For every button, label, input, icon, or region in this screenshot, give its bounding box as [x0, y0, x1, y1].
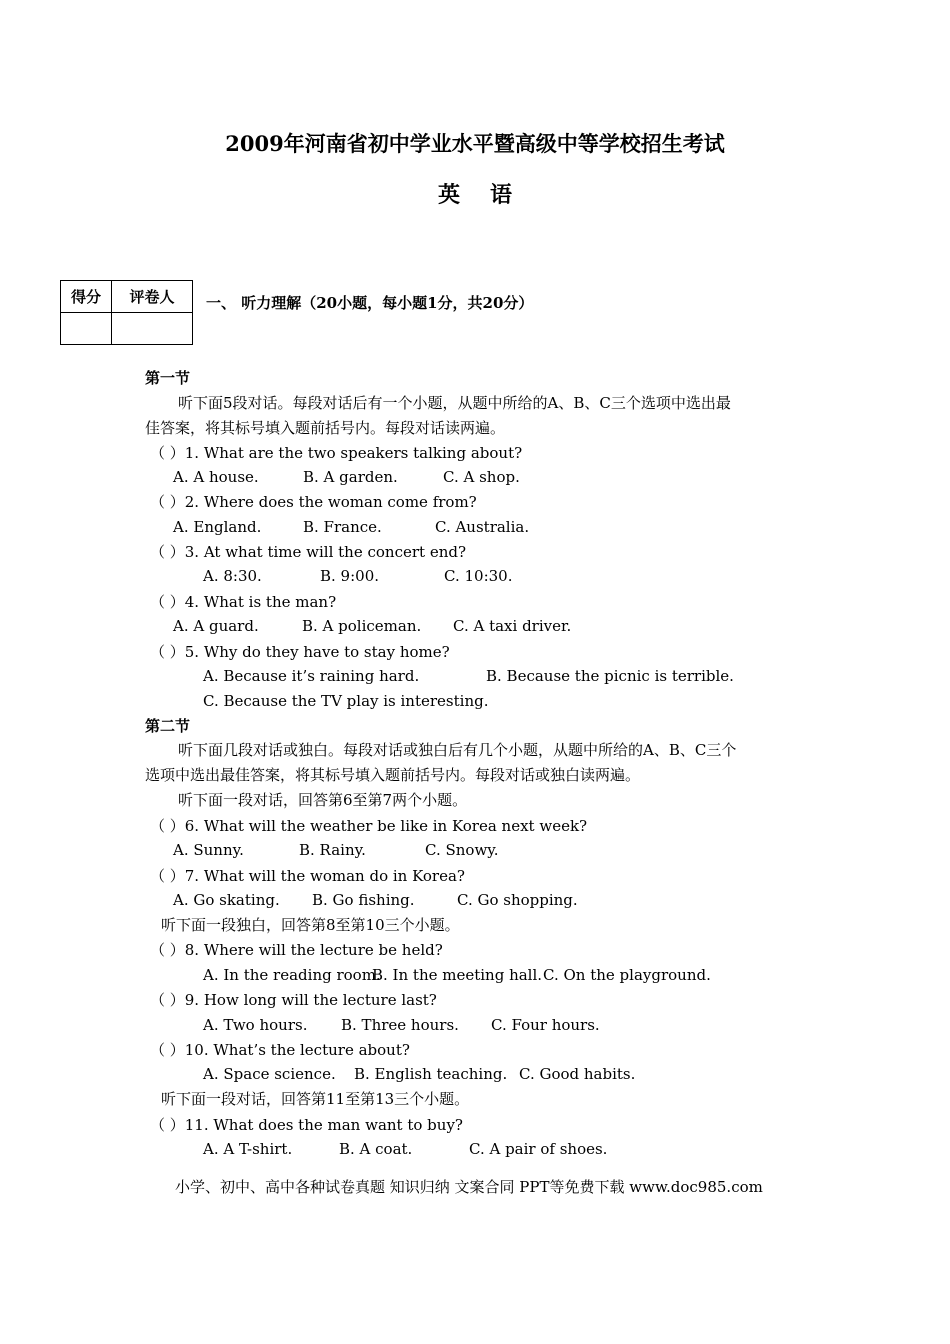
q3-option-c: C. 10:30. — [444, 567, 513, 585]
q10-option-a: A. Space science. — [203, 1065, 336, 1083]
grader-cell[interactable] — [112, 313, 193, 345]
q1-option-a: A. A house. — [173, 468, 259, 486]
question-11: （ ）11. What does the man want to buy? — [150, 1116, 463, 1134]
q4-option-c: C. A taxi driver. — [453, 617, 572, 635]
q5-option-a: A. Because it’s raining hard. — [203, 667, 420, 685]
q11-option-b: B. A coat. — [339, 1140, 413, 1158]
q9-option-c: C. Four hours. — [491, 1016, 600, 1034]
question-4: （ ）4. What is the man? — [150, 593, 337, 611]
note-q11-13: 听下面一段对话，回答第11至第13三个小题。 — [161, 1090, 470, 1108]
section-heading-listening: 一、 听力理解（20小题，每小题1分，共20分） — [206, 294, 534, 312]
part2-instructions-line1: 听下面几段对话或独白。每段对话或独白后有几个小题，从题中所给的A、B、C三个 — [178, 741, 737, 759]
q6-option-c: C. Snowy. — [425, 841, 499, 859]
q7-option-c: C. Go shopping. — [457, 891, 578, 909]
score-header: 得分 — [61, 281, 112, 313]
q11-option-a: A. A T-shirt. — [203, 1140, 293, 1158]
question-9: （ ）9. How long will the lecture last? — [150, 991, 437, 1009]
q7-option-a: A. Go skating. — [173, 891, 280, 909]
q7-option-b: B. Go fishing. — [312, 891, 415, 909]
q10-option-b: B. English teaching. — [354, 1065, 508, 1083]
question-6: （ ）6. What will the weather be like in Korea next week? — [150, 817, 588, 835]
q5-option-b: B. Because the picnic is terrible. — [486, 667, 734, 685]
q11-option-c: C. A pair of shoes. — [469, 1140, 608, 1158]
q6-option-b: B. Rainy. — [299, 841, 366, 859]
q2-option-b: B. France. — [303, 518, 382, 536]
question-10: （ ）10. What’s the lecture about? — [150, 1041, 410, 1059]
score-cell[interactable] — [61, 313, 112, 345]
note-q8-10: 听下面一段独白，回答第8至第10三个小题。 — [161, 916, 460, 934]
note-q6-7: 听下面一段对话，回答第6至第7两个小题。 — [178, 791, 468, 809]
exam-title: 2009年河南省初中学业水平暨高级中等学校招生考试 — [225, 131, 725, 156]
q6-option-a: A. Sunny. — [173, 841, 244, 859]
q10-option-c: C. Good habits. — [519, 1065, 636, 1083]
q9-option-a: A. Two hours. — [203, 1016, 308, 1034]
part1-instructions-line1: 听下面5段对话。每段对话后有一个小题，从题中所给的A、B、C三个选项中选出最 — [178, 394, 731, 412]
part1-label: 第一节 — [145, 369, 191, 387]
part1-instructions-line2: 佳答案，将其标号填入题前括号内。每段对话读两遍。 — [145, 419, 506, 437]
question-5: （ ）5. Why do they have to stay home? — [150, 643, 450, 661]
q4-option-b: B. A policeman. — [302, 617, 422, 635]
part2-label: 第二节 — [145, 717, 191, 735]
q8-option-b: B. In the meeting hall. — [372, 966, 543, 984]
question-3: （ ）3. At what time will the concert end? — [150, 543, 466, 561]
subject-title: 英语 — [437, 182, 542, 208]
page-footer: 小学、初中、高中各种试卷真题 知识归纳 文案合同 PPT等免费下载 www.doc985.com — [175, 1178, 763, 1196]
question-2: （ ）2. Where does the woman come from? — [150, 493, 477, 511]
q9-option-b: B. Three hours. — [341, 1016, 459, 1034]
q8-option-a: A. In the reading room. — [203, 966, 381, 984]
q2-option-a: A. England. — [173, 518, 262, 536]
q5-option-c: C. Because the TV play is interesting. — [203, 692, 489, 710]
q3-option-b: B. 9:00. — [320, 567, 380, 585]
question-1: （ ）1. What are the two speakers talking about? — [150, 444, 523, 462]
q1-option-c: C. A shop. — [443, 468, 520, 486]
q8-option-c: C. On the playground. — [543, 966, 711, 984]
q2-option-c: C. Australia. — [435, 518, 530, 536]
score-table — [60, 280, 193, 345]
question-8: （ ）8. Where will the lecture be held? — [150, 941, 443, 959]
q3-option-a: A. 8:30. — [203, 567, 262, 585]
q1-option-b: B. A garden. — [303, 468, 398, 486]
q4-option-a: A. A guard. — [173, 617, 259, 635]
question-7: （ ）7. What will the woman do in Korea? — [150, 867, 465, 885]
grader-header: 评卷人 — [112, 281, 193, 313]
part2-instructions-line2: 选项中选出最佳答案，将其标号填入题前括号内。每段对话或独白读两遍。 — [145, 766, 641, 784]
